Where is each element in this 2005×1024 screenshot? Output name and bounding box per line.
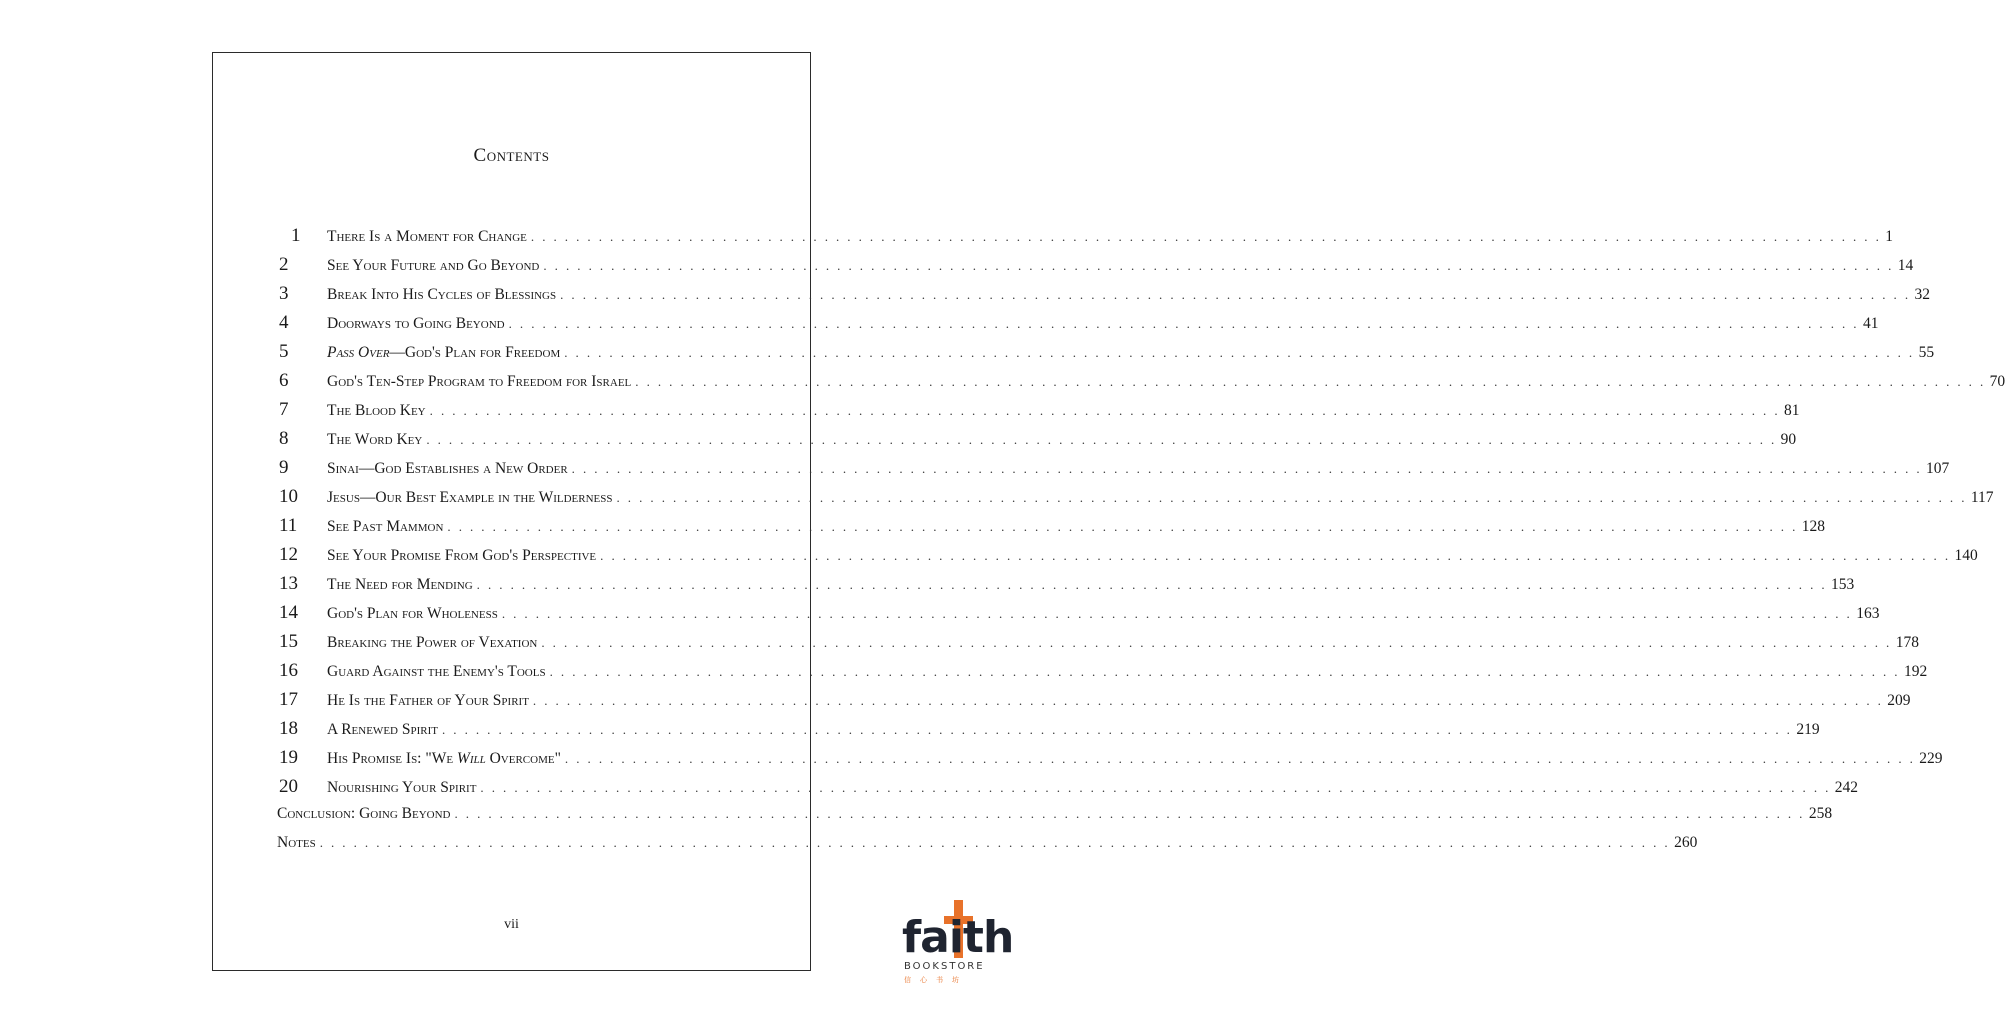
leader-dots: . . . . . . . . . . . . . . . . . . . . . . . . . . . . . . . . . . . . . . . . . . . . . . . . . . . . . . . . . . . . . . . . . . . . . . . . . . . . . . . . . . . . . . . . . . . . . . . . . . . . . . . . . . . . . . . . . . . . . . . . [429,403,1780,418]
chapter-title [327,721,438,739]
chapter-number: 6 [279,370,289,391]
toc-row [277,718,1820,747]
chapter-title [327,489,613,507]
leader-dots: . . . . . . . . . . . . . . . . . . . . . . . . . . . . . . . . . . . . . . . . . . . . . . . . . . . . . . . . . . . . . . . . . . . . . . . . . . . . . . . . . . . . . . . . . . . . . . . . . . . . . . . . . . . . . . . . . . . . . . . . [543,258,1894,273]
chapter-title-text: Sinai—God Establishes a New Order [327,460,568,477]
toc-row [277,341,1935,370]
chapter-title [327,257,539,275]
chapter-title [327,576,473,594]
backmatter-title: Notes [277,834,316,851]
page-ref: 14 [1897,257,1914,274]
logo-word: faith [902,912,1014,963]
page-title: Contents [473,145,550,166]
toc-row [277,573,1855,602]
toc-row-backmatter [277,805,1833,834]
chapter-title-text: Doorways to Going Beyond [327,315,505,332]
chapter-title-text: There Is a Moment for Change [327,228,527,245]
chapter-number: 13 [279,573,298,594]
chapter-title-text: He Is the Father of Your Spirit [327,692,529,709]
leader-dots: . . . . . . . . . . . . . . . . . . . . . . . . . . . . . . . . . . . . . . . . . . . . . . . . . . . . . . . . . . . . . . . . . . . . . . . . . . . . . . . . . . . . . . . . . . . . . . . . . . . . . . . . . . . . . . . . . . . . . . . . [541,635,1892,650]
page-ref: 163 [1856,605,1880,622]
page-ref: 209 [1887,692,1911,709]
toc-row [277,312,1879,341]
chapter-number: 12 [279,544,298,565]
toc-row [277,544,1978,573]
toc-row [277,602,1880,631]
toc-row [277,747,1943,776]
chapter-title [327,431,422,449]
leader-dots: . . . . . . . . . . . . . . . . . . . . . . . . . . . . . . . . . . . . . . . . . . . . . . . . . . . . . . . . . . . . . . . . . . . . . . . . . . . . . . . . . . . . . . . . . . . . . . . . . . . . . . . . . . . . . . . . . . . . . . . . [571,461,1923,476]
leader-dots: . . . . . . . . . . . . . . . . . . . . . . . . . . . . . . . . . . . . . . . . . . . . . . . . . . . . . . . . . . . . . . . . . . . . . . . . . . . . . . . . . . . . . . . . . . . . . . . . . . . . . . . . . . . . . . . . . . . . . . . . [530,229,1882,244]
chapter-number: 15 [279,631,298,652]
page-ref: 41 [1862,315,1879,332]
page-ref: 140 [1954,547,1978,564]
chapter-title [327,605,498,623]
chapter-number: 11 [279,515,298,536]
chapter-title [327,402,426,420]
page-ref: 32 [1914,286,1930,303]
chapter-title-text: Nourishing Your Spirit [327,779,477,796]
toc-row-backmatter [277,834,1698,863]
chapter-number: 19 [279,747,298,768]
chapter-title [327,373,631,391]
chapter-title-text: Guard Against the Enemy's Tools [327,663,546,680]
leader-dots: . . . . . . . . . . . . . . . . . . . . . . . . . . . . . . . . . . . . . . . . . . . . . . . . . . . . . . . . . . . . . . . . . . . . . . . . . . . . . . . . . . . . . . . . . . . . . . . . . . . . . . . . . . . . . . . . . . . . . . . . [501,606,1853,621]
chapter-title-text: The Need for Mending [327,576,473,593]
chapter-title [327,286,556,304]
page-ref: 192 [1903,663,1928,680]
chapter-number: 7 [279,399,289,420]
chapter-title-text: God's Ten-Step Program to Freedom for Israel [327,373,632,390]
toc-row [277,254,1914,283]
page-ref: 1 [1885,228,1894,245]
chapter-title-text: Jesus—Our Best Example in the Wilderness [327,489,613,506]
toc-row [277,428,1797,457]
chapter-number: 14 [279,602,298,623]
chapter-title-text: God's Plan for Wholeness [327,605,498,622]
leader-dots: . . . . . . . . . . . . . . . . . . . . . . . . . . . . . . . . . . . . . . . . . . . . . . . . . . . . . . . . . . . . . . . . . . . . . . . . . . . . . . . . . . . . . . . . . . . . . . . . . . . . . . . . . . . . . . . . . . . . . . . . [600,548,1951,563]
chapter-title-text: See Your Future and Go Beyond [327,257,540,274]
logo-subtitle: BOOKSTORE [904,961,985,972]
chapter-number: 3 [279,283,289,304]
store-logo [898,896,1014,986]
toc-row [277,631,1919,660]
chapter-title [327,779,476,797]
chapter-title [327,634,537,652]
toc-row [277,689,1911,718]
toc-row [277,399,1800,428]
chapter-number: 20 [279,776,298,797]
toc-row [277,776,1859,805]
chapter-title [327,460,568,478]
leader-dots: . . . . . . . . . . . . . . . . . . . . . . . . . . . . . . . . . . . . . . . . . . . . . . . . . . . . . . . . . . . . . . . . . . . . . . . . . . . . . . . . . . . . . . . . . . . . . . . . . . . . . . . . . . . . . . . . . . . . . . . . [564,751,1916,766]
chapter-title [327,315,505,333]
leader-dots: . . . . . . . . . . . . . . . . . . . . . . . . . . . . . . . . . . . . . . . . . . . . . . . . . . . . . . . . . . . . . . . . . . . . . . . . . . . . . . . . . . . . . . . . . . . . . . . . . . . . . . . . . . . . . . . . . . . . . . . . [476,577,1828,592]
chapter-number: 10 [279,486,298,507]
chapter-title-text: The Blood Key [327,402,426,419]
leader-dots: . . . . . . . . . . . . . . . . . . . . . . . . . . . . . . . . . . . . . . . . . . . . . . . . . . . . . . . . . . . . . . . . . . . . . . . . . . . . . . . . . . . . . . . . . . . . . . . . . . . . . . . . . . . . . . . . . . . . . . . . [635,374,1986,389]
chapter-number: 8 [279,428,289,449]
page-ref: 178 [1895,634,1919,651]
chapter-title [327,228,527,246]
leader-dots: . . . . . . . . . . . . . . . . . . . . . . . . . . . . . . . . . . . . . . . . . . . . . . . . . . . . . . . . . . . . . . . . . . . . . . . . . . . . . . . . . . . . . . . . . . . . . . . . . . . . . . . . . . . . . . . . . . . . . . . . [441,722,1793,737]
page-ref: 81 [1784,402,1800,419]
page-ref: 70 [1989,373,2005,390]
chapter-number: 5 [279,341,289,362]
page-ref: 219 [1796,721,1820,738]
leader-dots: . . . . . . . . . . . . . . . . . . . . . . . . . . . . . . . . . . . . . . . . . . . . . . . . . . . . . . . . . . . . . . . . . . . . . . . . . . . . . . . . . . . . . . . . . . . . . . . . . . . . . . . . . . . . . . . . . . . . . . . . [549,664,1900,679]
page-ref: 90 [1780,431,1797,448]
leader-dots: . . . . . . . . . . . . . . . . . . . . . . . . . . . . . . . . . . . . . . . . . . . . . . . . . . . . . . . . . . . . . . . . . . . . . . . . . . . . . . . . . . . . . . . . . . . . . . . . . . . . . . . . . . . . . . . . . . . . . . . . [319,835,1671,850]
leader-dots: . . . . . . . . . . . . . . . . . . . . . . . . . . . . . . . . . . . . . . . . . . . . . . . . . . . . . . . . . . . . . . . . . . . . . . . . . . . . . . . . . . . . . . . . . . . . . . . . . . . . . . . . . . . . . . . . . . . . . . . . [454,806,1805,821]
chapter-number: 9 [279,457,289,478]
backmatter-title: Conclusion: Going Beyond [277,805,451,822]
toc-row [277,283,1930,312]
toc-row [277,457,1950,486]
page-ref: 242 [1834,779,1859,796]
logo-chinese: 信心书坊 [904,976,968,984]
chapter-title [327,518,443,536]
page-number: vii [504,917,519,932]
leader-dots: . . . . . . . . . . . . . . . . . . . . . . . . . . . . . . . . . . . . . . . . . . . . . . . . . . . . . . . . . . . . . . . . . . . . . . . . . . . . . . . . . . . . . . . . . . . . . . . . . . . . . . . . . . . . . . . . . . . . . . . . [564,345,1915,360]
leader-dots: . . . . . . . . . . . . . . . . . . . . . . . . . . . . . . . . . . . . . . . . . . . . . . . . . . . . . . . . . . . . . . . . . . . . . . . . . . . . . . . . . . . . . . . . . . . . . . . . . . . . . . . . . . . . . . . . . . . . . . . . [560,287,1911,302]
leader-dots: . . . . . . . . . . . . . . . . . . . . . . . . . . . . . . . . . . . . . . . . . . . . . . . . . . . . . . . . . . . . . . . . . . . . . . . . . . . . . . . . . . . . . . . . . . . . . . . . . . . . . . . . . . . . . . . . . . . . . . . . [616,490,1967,505]
page-ref: 55 [1918,344,1935,361]
leader-dots: . . . . . . . . . . . . . . . . . . . . . . . . . . . . . . . . . . . . . . . . . . . . . . . . . . . . . . . . . . . . . . . . . . . . . . . . . . . . . . . . . . . . . . . . . . . . . . . . . . . . . . . . . . . . . . . . . . . . . . . . [532,693,1884,708]
toc-row [277,225,1894,254]
chapter-number: 1 [291,225,301,246]
chapter-title [327,547,596,565]
toc-row [277,486,1994,515]
page-ref: 128 [1801,518,1825,535]
chapter-number: 2 [279,254,289,275]
chapter-number: 17 [279,689,298,710]
chapter-title [327,344,560,362]
chapter-title-text: A Renewed Spirit [327,721,438,738]
leader-dots: . . . . . . . . . . . . . . . . . . . . . . . . . . . . . . . . . . . . . . . . . . . . . . . . . . . . . . . . . . . . . . . . . . . . . . . . . . . . . . . . . . . . . . . . . . . . . . . . . . . . . . . . . . . . . . . . . . . . . . . . [426,432,1777,447]
chapter-title-text: The Word Key [327,431,423,448]
leader-dots: . . . . . . . . . . . . . . . . . . . . . . . . . . . . . . . . . . . . . . . . . . . . . . . . . . . . . . . . . . . . . . . . . . . . . . . . . . . . . . . . . . . . . . . . . . . . . . . . . . . . . . . . . . . . . . . . . . . . . . . . [447,519,1798,534]
chapter-title-end: Overcome" [485,750,561,767]
page-ref: 229 [1919,750,1943,767]
page-ref: 107 [1926,460,1950,477]
leader-dots: . . . . . . . . . . . . . . . . . . . . . . . . . . . . . . . . . . . . . . . . . . . . . . . . . . . . . . . . . . . . . . . . . . . . . . . . . . . . . . . . . . . . . . . . . . . . . . . . . . . . . . . . . . . . . . . . . . . . . . . . [480,780,1831,795]
chapter-number: 16 [279,660,298,681]
chapter-title-text: —God's Plan for Freedom [389,344,561,361]
chapter-title-italic: Will [456,750,486,767]
table-of-contents [277,225,2005,863]
toc-row [277,370,2005,399]
page-ref: 153 [1831,576,1855,593]
page-ref: 260 [1674,834,1698,851]
chapter-title-italic: Pass Over [327,344,390,361]
chapter-title [327,663,546,681]
chapter-number: 4 [279,312,289,333]
chapter-title [327,750,561,768]
chapter-title-text: Break Into His Cycles of Blessings [327,286,557,303]
chapter-title [327,692,529,710]
toc-row [277,660,1928,689]
toc-row [277,515,1825,544]
chapter-title-text: See Your Promise From God's Perspective [327,547,597,564]
chapter-title-text: See Past Mammon [327,518,444,535]
page-ref: 258 [1808,805,1833,822]
leader-dots: . . . . . . . . . . . . . . . . . . . . . . . . . . . . . . . . . . . . . . . . . . . . . . . . . . . . . . . . . . . . . . . . . . . . . . . . . . . . . . . . . . . . . . . . . . . . . . . . . . . . . . . . . . . . . . . . . . . . . . . . [508,316,1859,331]
page-ref: 117 [1970,489,1994,506]
chapter-title-text: Breaking the Power of Vexation [327,634,538,651]
chapter-title-text: His Promise Is: "We [327,750,457,767]
chapter-number: 18 [279,718,298,739]
